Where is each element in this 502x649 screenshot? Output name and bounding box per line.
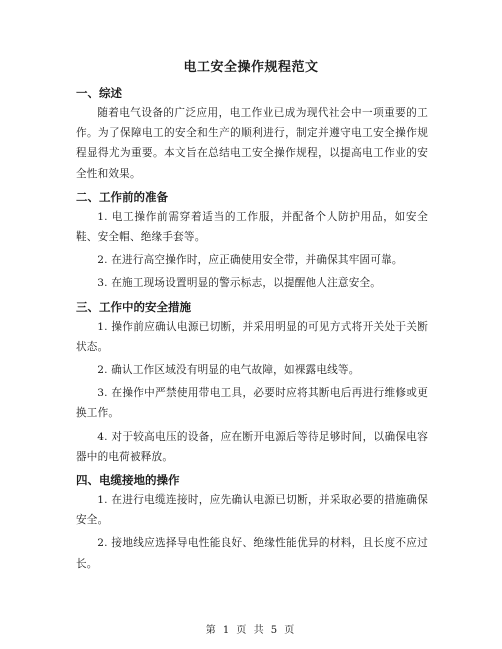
section-heading: 一、综述 — [76, 86, 122, 100]
section-safety-measures — [76, 297, 428, 467]
paragraph: 4. 对于较高电压的设备，应在断开电源后等待足够时间，以确保电容器中的电荷被释放。 — [76, 430, 428, 463]
section-heading: 四、电缆接地的操作 — [76, 473, 180, 488]
paragraph: 1. 操作前应确认电源已切断，并采用明显的可见方式将开关处于关断状态。 — [76, 320, 428, 353]
document-title: 电工安全操作规程范文 — [183, 60, 319, 75]
page-indicator: 第 1 页 共 5 页 — [205, 625, 297, 636]
section-preparation — [76, 187, 428, 294]
paragraph: 随着电气设备的广泛应用，电工作业已成为现代社会中一项重要的工作。为了保障电工的安全和生产的顺利进行，制定并遵守电工安全操作规程显得尤为重要。本文旨在总结电工安全操作规程，以提高电工作业的安全性和效果。 — [76, 107, 428, 180]
paragraph: 2. 确认工作区域没有明显的电气故障，如裸露电线等。 — [97, 364, 360, 377]
document-body — [76, 83, 428, 577]
section-cable-grounding — [76, 470, 428, 574]
paragraph: 1. 在进行电缆连接时，应先确认电源已切断，并采取必要的措施确保安全。 — [76, 494, 428, 527]
paragraph: 2. 在进行高空操作时，应正确使用安全带，并确保其牢固可靠。 — [97, 254, 403, 267]
section-heading: 三、工作中的安全措施 — [76, 299, 191, 314]
section-heading: 二、工作前的准备 — [76, 189, 168, 204]
paragraph: 1. 电工操作前需穿着适当的工作服，并配备个人防护用品，如安全鞋、安全帽、绝缘手套等。 — [76, 210, 428, 244]
paragraph: 3. 在操作中严禁使用带电工具，必要时应将其断电后再进行维修或更换工作。 — [76, 387, 428, 420]
paragraph: 2. 接地线应选择导电性能良好、绝缘性能优异的材料，且长度不应过长。 — [76, 537, 428, 570]
paragraph: 3. 在施工现场设置明显的警示标志，以提醒他人注意安全。 — [97, 277, 382, 290]
section-overview — [76, 83, 428, 184]
